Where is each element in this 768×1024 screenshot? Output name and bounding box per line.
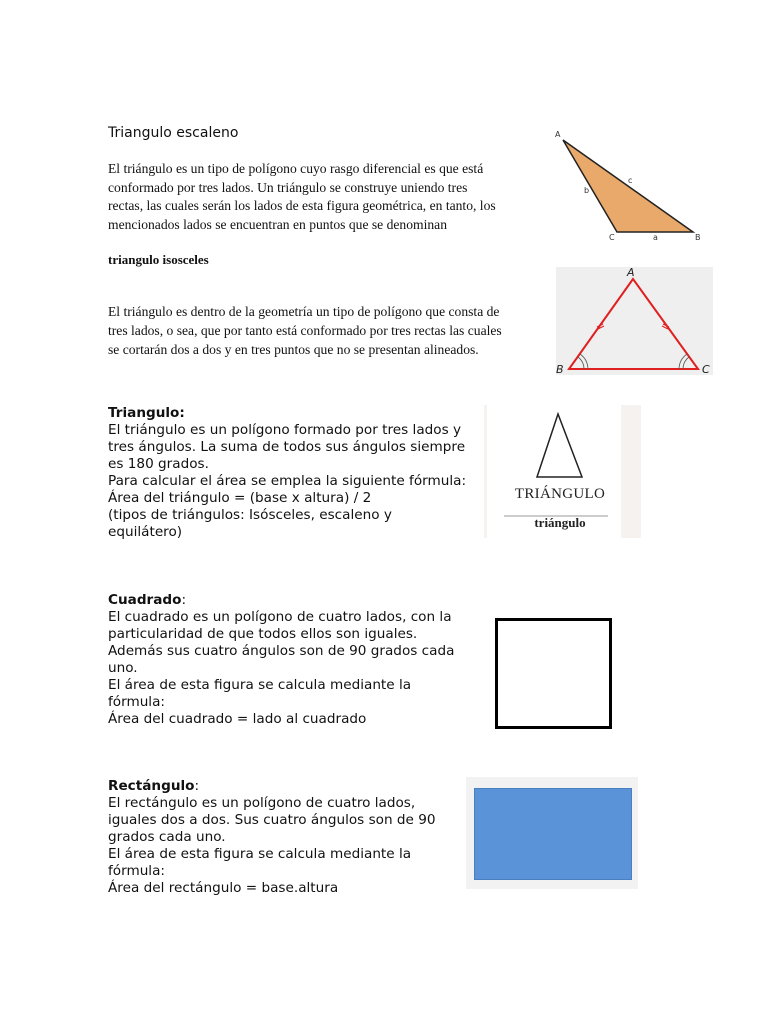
text-line: fórmula: [108, 694, 165, 710]
section-title-row [108, 778, 478, 795]
section-title-cuadrado: Cuadrado [108, 592, 182, 608]
rectangle-figure-frame [466, 777, 638, 889]
vertex-label-c: C [702, 363, 710, 375]
vertex-label-a: A [627, 267, 635, 279]
text-line: El cuadrado es un polígono de cuatro lados, con la [108, 609, 452, 625]
paragraph-isosceles [108, 302, 548, 359]
side-label-c: c [628, 176, 633, 185]
text-line: Área del triángulo = (base x altura) / 2 [108, 490, 372, 506]
section-title-isosceles: triangulo isosceles [108, 252, 209, 267]
text-line: fórmula: [108, 863, 165, 879]
text-line: El área de esta figura se calcula mediante la [108, 846, 412, 862]
title-colon: : [194, 778, 200, 794]
section-triangulo [108, 405, 478, 541]
text-line: tres lados, o sea, que por tanto está conformado por tres rectas las cuales [108, 323, 502, 338]
text-line: Para calcular el área se emplea la siguiente fórmula: [108, 473, 467, 489]
text-line: (tipos de triángulos: Isósceles, escaleno y [108, 507, 392, 523]
text-line: es 180 grados. [108, 456, 209, 472]
paragraph-escaleno [108, 160, 548, 234]
section-title-row [108, 592, 478, 609]
text-line: Área del rectángulo = base.altura [108, 880, 339, 896]
vertex-label-a: A [555, 130, 561, 139]
scalene-triangle-figure [553, 126, 703, 244]
section-cuadrado [108, 592, 478, 728]
text-line: iguales dos a dos. Sus cuatro ángulos son de 90 [108, 812, 436, 828]
text-line: tres ángulos. La suma de todos sus ángulos siempre [108, 439, 466, 455]
triangle-card-figure [484, 405, 641, 538]
section-title-escaleno: Triangulo escaleno [108, 125, 239, 141]
text-line: se cortarán dos a dos y en tres puntos que no se presentan alineados. [108, 342, 479, 357]
text-line: uno. [108, 660, 138, 676]
section-title-triangulo: Triangulo: [108, 405, 185, 421]
side-label-a: a [653, 233, 658, 242]
text-line: Área del cuadrado = lado al cuadrado [108, 711, 367, 727]
text-line: conformado por tres lados. Un triángulo se construye uniendo tres [108, 179, 468, 195]
text-line: rectas, las cuales serán los lados de esta figura geométrica, en tanto, los [108, 198, 496, 213]
square-figure [495, 618, 612, 729]
text-line: Además sus cuatro ángulos son de 90 grados cada [108, 643, 455, 659]
text-line: El triángulo es un tipo de polígono cuyo rasgo diferencial es que está [108, 161, 484, 176]
title-colon: : [181, 592, 187, 608]
vertex-label-b: B [556, 363, 564, 375]
text-line: grados cada uno. [108, 829, 226, 845]
text-line: El rectángulo es un polígono de cuatro lados, [108, 795, 416, 811]
section-rectangulo [108, 778, 478, 897]
vertex-label-b: B [695, 233, 701, 242]
isosceles-triangle-figure [556, 267, 713, 375]
text-line: El área de esta figura se calcula mediante la [108, 677, 412, 693]
text-line: El triángulo es dentro de la geometría un tipo de polígono que consta de [108, 304, 500, 319]
vertex-label-c: C [609, 233, 615, 242]
section-title-rectangulo: Rectángulo [108, 778, 195, 794]
figure-caption-lower: triángulo [534, 515, 586, 530]
figure-caption-upper: TRIÁNGULO [514, 486, 606, 502]
rectangle-figure [474, 788, 632, 880]
side-label-b: b [584, 186, 590, 195]
text-line: El triángulo es un polígono formado por tres lados y [108, 422, 462, 438]
text-line: mencionados lados se encuentran en puntos que se denominan [108, 216, 447, 232]
text-line: equilátero) [108, 524, 183, 540]
text-line: particularidad de que todos ellos son iguales. [108, 626, 418, 642]
